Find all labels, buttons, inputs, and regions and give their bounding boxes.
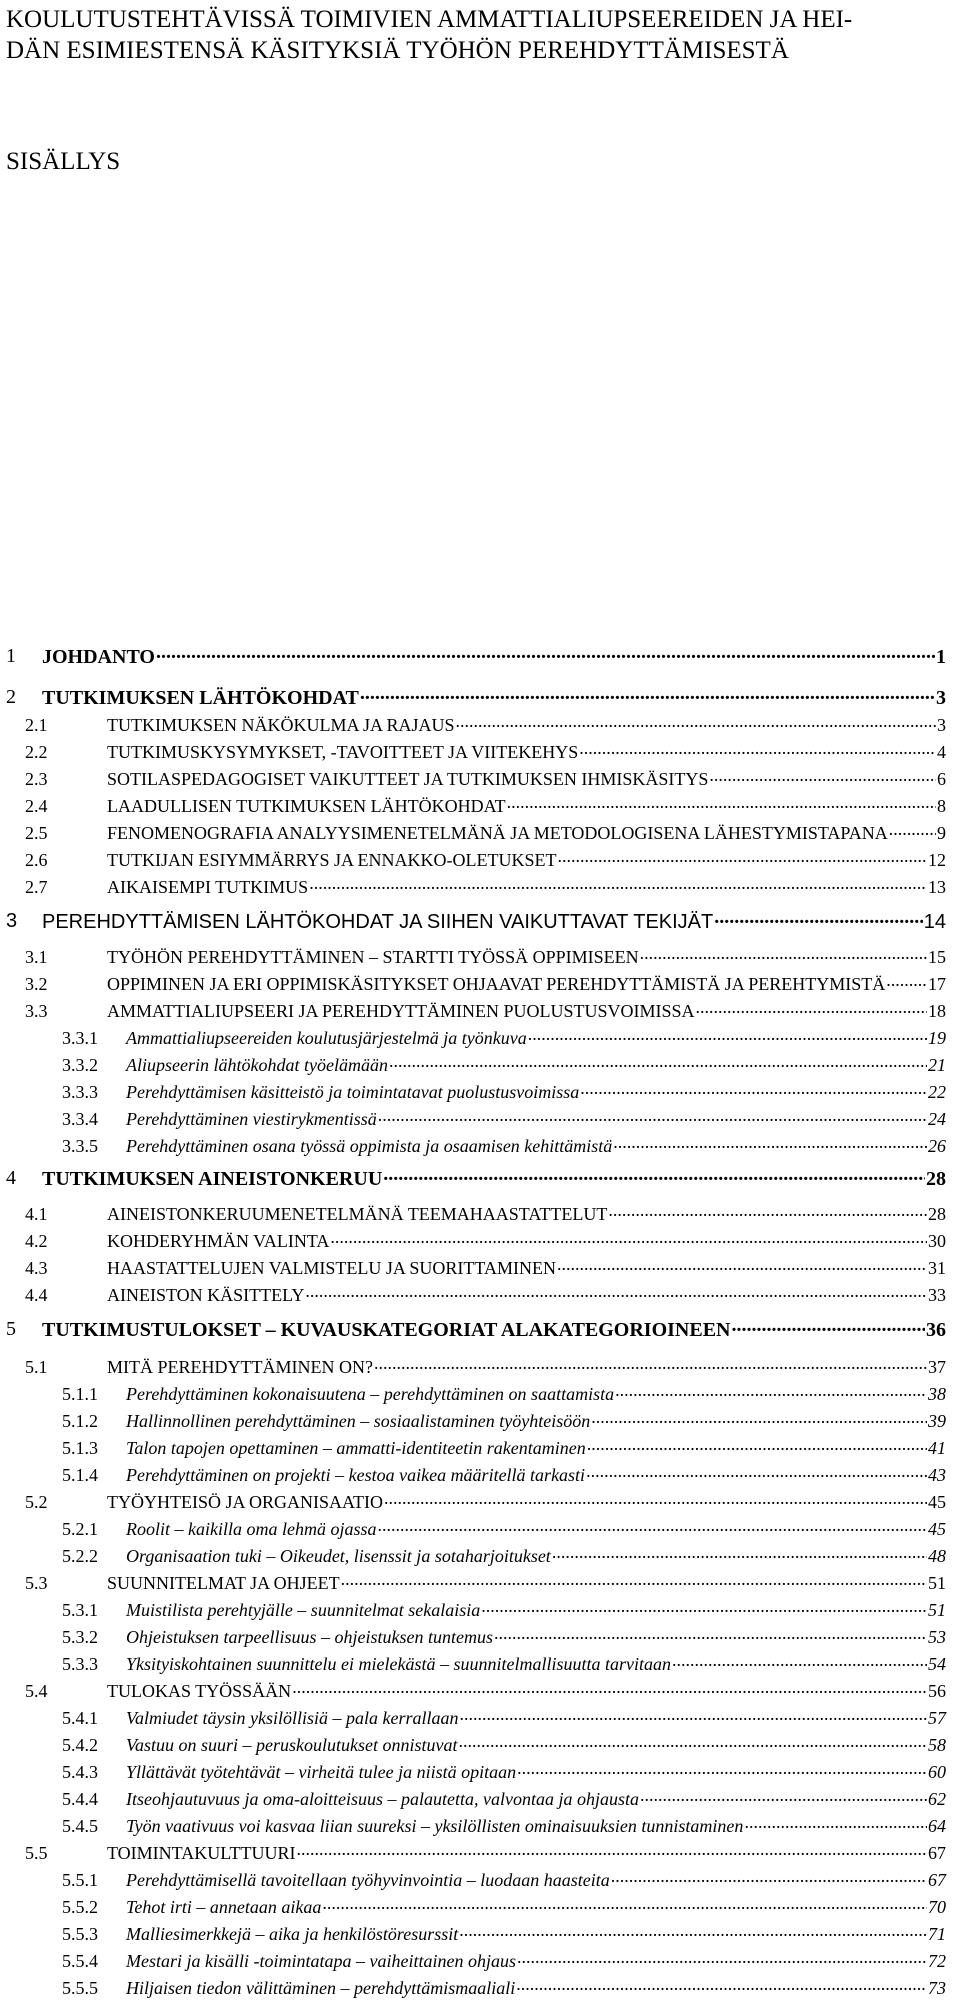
toc-dot-leader bbox=[481, 1598, 927, 1616]
toc-dot-leader bbox=[494, 1625, 927, 1643]
toc-dot-leader bbox=[587, 1436, 927, 1454]
toc-entry-page: 26 bbox=[928, 1136, 946, 1156]
toc-dot-leader bbox=[322, 1895, 927, 1913]
toc-dot-leader bbox=[507, 794, 936, 812]
toc-entry-title: Tehot irti – annetaan aikaa bbox=[126, 1897, 322, 1917]
toc-entry-title: TUTKIMUSTULOKSET – KUVAUSKATEGORIAT ALAKATEGORIOINEEN bbox=[42, 1319, 731, 1341]
toc-entry-title-line bbox=[126, 1733, 946, 1757]
toc-entry-title: AIKAISEMPI TUTKIMUS bbox=[107, 877, 309, 897]
toc-entry[interactable] bbox=[0, 945, 960, 969]
toc-entry-title: Yllättävät työtehtävät – virheitä tulee ja niistä opitaan bbox=[126, 1762, 517, 1782]
toc-dot-leader bbox=[579, 740, 936, 758]
toc-entry-title: KOHDERYHMÄN VALINTA bbox=[107, 1231, 330, 1251]
toc-dot-leader bbox=[330, 1229, 927, 1247]
toc-entry-number: 3.3.2 bbox=[62, 1055, 98, 1075]
toc-dot-leader bbox=[297, 1841, 927, 1859]
toc-entry-number: 5.5.3 bbox=[62, 1924, 98, 1944]
toc-entry-title: TYÖYHTEISÖ JA ORGANISAATIO bbox=[107, 1492, 383, 1512]
toc-entry-page: 39 bbox=[928, 1411, 946, 1431]
toc-entry-title-line bbox=[126, 1760, 946, 1784]
toc-dot-leader bbox=[292, 1679, 927, 1697]
toc-entry-title-line bbox=[107, 945, 946, 969]
toc-heading: SISÄLLYS bbox=[6, 148, 121, 175]
toc-entry-title: OPPIMINEN JA ERI OPPIMISKÄSITYKSET OHJAAVAT PEREHDYTTÄMISTÄ JA PEREHTYMISTÄ bbox=[107, 974, 886, 994]
toc-entry-title-line bbox=[107, 1283, 946, 1307]
toc-entry-page: 57 bbox=[928, 1708, 946, 1728]
toc-entry[interactable] bbox=[0, 1760, 960, 1784]
document-title-line-2: DÄN ESIMIESTENSÄ KÄSITYKSIÄ TYÖHÖN PEREHDYTTÄMISESTÄ bbox=[6, 37, 789, 64]
toc-entry[interactable] bbox=[0, 908, 960, 934]
toc-entry-title-line bbox=[107, 1202, 946, 1226]
toc-entry-page: 72 bbox=[928, 1951, 946, 1971]
toc-entry-title-line bbox=[42, 908, 946, 935]
toc-entry-title: HAASTATTELUJEN VALMISTELU JA SUORITTAMINEN bbox=[107, 1258, 556, 1278]
toc-entry-title-line bbox=[126, 1868, 946, 1892]
toc-entry-title-line bbox=[107, 1571, 946, 1595]
toc-entry-number: 3.3.1 bbox=[62, 1028, 98, 1048]
toc-entry[interactable] bbox=[0, 1053, 960, 1077]
toc-entry[interactable] bbox=[0, 1733, 960, 1757]
toc-entry-number: 4.3 bbox=[25, 1258, 48, 1278]
toc-dot-leader bbox=[378, 1107, 927, 1125]
toc-entry-title: Perehdyttäminen kokonaisuutena – perehdyttäminen on saattamista bbox=[126, 1384, 615, 1404]
toc-entry-page: 43 bbox=[928, 1465, 946, 1485]
toc-entry-title: Talon tapojen opettaminen – ammatti-identiteetin rakentaminen bbox=[126, 1438, 586, 1458]
toc-entry-title-line bbox=[126, 1517, 946, 1541]
toc-dot-leader bbox=[459, 1706, 927, 1724]
toc-entry-number: 5.5.5 bbox=[62, 1978, 98, 1998]
toc-entry[interactable] bbox=[0, 999, 960, 1023]
toc-entry-title: PEREHDYTTÄMISEN LÄHTÖKOHDAT JA SIIHEN VAIKUTTAVAT TEKIJÄT bbox=[42, 911, 714, 933]
toc-entry-page: 9 bbox=[937, 823, 946, 843]
toc-dot-leader bbox=[608, 1202, 927, 1220]
toc-entry[interactable] bbox=[0, 1598, 960, 1622]
toc-entry-title: Yksityiskohtainen suunnittelu ei mielekästä – suunnitelmallisuutta tarvitaan bbox=[126, 1654, 671, 1674]
toc-entry-number: 3.3.3 bbox=[62, 1082, 98, 1102]
toc-entry[interactable] bbox=[0, 1463, 960, 1487]
toc-entry-title-line bbox=[107, 1841, 946, 1865]
toc-dot-leader bbox=[517, 1760, 927, 1778]
toc-entry-page: 56 bbox=[928, 1681, 946, 1701]
toc-entry-page: 41 bbox=[928, 1438, 946, 1458]
toc-entry-number: 2.4 bbox=[25, 796, 48, 816]
toc-entry-page: 70 bbox=[928, 1897, 946, 1917]
toc-entry-title: TOIMINTAKULTTUURI bbox=[107, 1843, 296, 1863]
toc-dot-leader bbox=[744, 1814, 927, 1832]
toc-entry[interactable] bbox=[0, 767, 960, 791]
toc-entry-title-line bbox=[42, 684, 946, 711]
toc-entry-title-line bbox=[126, 1976, 946, 2000]
toc-dot-leader bbox=[580, 1080, 927, 1098]
toc-entry-title-line bbox=[42, 1165, 946, 1192]
toc-dot-leader bbox=[384, 1490, 927, 1508]
toc-entry[interactable] bbox=[0, 1895, 960, 1919]
toc-entry-title: Aliupseerin lähtökohdat työelämään bbox=[126, 1055, 388, 1075]
toc-entry-page: 21 bbox=[928, 1055, 946, 1075]
toc-dot-leader bbox=[528, 1026, 927, 1044]
toc-entry[interactable] bbox=[0, 1922, 960, 1946]
toc-dot-leader bbox=[640, 945, 927, 963]
toc-entry[interactable] bbox=[0, 972, 960, 996]
toc-entry-title-line bbox=[107, 1679, 946, 1703]
toc-entry-number: 2.2 bbox=[25, 742, 48, 762]
toc-entry-title: Perehdyttäminen osana työssä oppimista ja osaamisen kehittämistä bbox=[126, 1136, 613, 1156]
toc-entry-title: SOTILASPEDAGOGISET VAIKUTTEET JA TUTKIMUKSEN IHMISKÄSITYS bbox=[107, 769, 709, 789]
toc-dot-leader bbox=[459, 1922, 927, 1940]
toc-entry[interactable] bbox=[0, 1436, 960, 1460]
toc-entry-title-line bbox=[42, 643, 946, 670]
toc-entry[interactable] bbox=[0, 1706, 960, 1730]
toc-entry-title: Organisaation tuki – Oikeudet, lisenssit ja sotaharjoitukset bbox=[126, 1546, 551, 1566]
toc-entry-number: 2.7 bbox=[25, 877, 48, 897]
toc-entry-page: 6 bbox=[937, 769, 946, 789]
toc-dot-leader bbox=[517, 1949, 927, 1967]
toc-entry-title: TUTKIMUSKYSYMYKSET, -TAVOITTEET JA VIITEKEHYS bbox=[107, 742, 579, 762]
toc-entry[interactable] bbox=[0, 1544, 960, 1568]
toc-entry-page: 67 bbox=[928, 1870, 946, 1890]
toc-dot-leader bbox=[696, 999, 927, 1017]
toc-entry-page: 51 bbox=[928, 1573, 946, 1593]
toc-entry-title-line bbox=[107, 767, 946, 791]
toc-entry-page: 1 bbox=[936, 646, 946, 668]
toc-entry[interactable] bbox=[0, 1165, 960, 1191]
toc-entry-title: MITÄ PEREHDYTTÄMINEN ON? bbox=[107, 1357, 373, 1377]
toc-entry-title: TULOKAS TYÖSSÄÄN bbox=[107, 1681, 292, 1701]
toc-entry-page: 28 bbox=[928, 1204, 946, 1224]
toc-entry[interactable] bbox=[0, 875, 960, 899]
toc-entry-page: 8 bbox=[937, 796, 946, 816]
toc-entry[interactable] bbox=[0, 1202, 960, 1226]
toc-entry-title: TUTKIMUKSEN LÄHTÖKOHDAT bbox=[42, 687, 359, 709]
toc-entry-number: 3 bbox=[6, 910, 18, 932]
toc-entry-page: 14 bbox=[923, 911, 946, 933]
toc-dot-leader bbox=[714, 908, 923, 928]
toc-entry-page: 19 bbox=[928, 1028, 946, 1048]
toc-entry-title-line bbox=[126, 1787, 946, 1811]
toc-entry-title-line bbox=[107, 1490, 946, 1514]
toc-entry-page: 71 bbox=[928, 1924, 946, 1944]
toc-entry-number: 5.1.1 bbox=[62, 1384, 98, 1404]
toc-entry-title-line bbox=[42, 1316, 946, 1343]
toc-entry-title-line bbox=[126, 1053, 946, 1077]
toc-entry-title-line bbox=[107, 1355, 946, 1379]
toc-entry[interactable] bbox=[0, 1652, 960, 1676]
toc-entry-title-line bbox=[126, 1814, 946, 1838]
toc-entry-title: Perehdyttämisellä tavoitellaan työhyvinvointia – luodaan haasteita bbox=[126, 1870, 610, 1890]
toc-entry[interactable] bbox=[0, 1256, 960, 1280]
toc-entry-number: 5.4 bbox=[25, 1681, 48, 1701]
toc-entry-number: 3.2 bbox=[25, 974, 48, 994]
toc-entry-number: 5.3.3 bbox=[62, 1654, 98, 1674]
toc-entry-page: 33 bbox=[928, 1285, 946, 1305]
toc-dot-leader bbox=[309, 875, 927, 893]
toc-entry-number: 5.4.1 bbox=[62, 1708, 98, 1728]
toc-entry-number: 2.6 bbox=[25, 850, 48, 870]
toc-entry-page: 45 bbox=[928, 1492, 946, 1512]
toc-entry-number: 2.1 bbox=[25, 715, 48, 735]
toc-entry-page: 22 bbox=[928, 1082, 946, 1102]
toc-dot-leader bbox=[516, 1976, 927, 1994]
toc-dot-leader bbox=[615, 1382, 927, 1400]
toc-entry-number: 2.5 bbox=[25, 823, 48, 843]
toc-entry-number: 4.2 bbox=[25, 1231, 48, 1251]
toc-entry[interactable] bbox=[0, 821, 960, 845]
toc-entry[interactable] bbox=[0, 1787, 960, 1811]
toc-dot-leader bbox=[156, 643, 935, 663]
toc-entry-title-line bbox=[126, 1625, 946, 1649]
toc-entry-title-line bbox=[126, 1598, 946, 1622]
toc-entry-page: 67 bbox=[928, 1843, 946, 1863]
toc-entry-title: Hiljaisen tiedon välittäminen – perehdyttämismaaliali bbox=[126, 1978, 516, 1998]
toc-entry-number: 5.1.2 bbox=[62, 1411, 98, 1431]
toc-entry-title: Hallinnollinen perehdyttäminen – sosiaalistaminen työyhteisöön bbox=[126, 1411, 591, 1431]
toc-entry-title: Itseohjautuvuus ja oma-aloitteisuus – palautetta, valvontaa ja ohjausta bbox=[126, 1789, 639, 1809]
toc-entry-title: Ohjeistuksen tarpeellisuus – ohjeistuksen tuntemus bbox=[126, 1627, 493, 1647]
toc-entry-number: 4.4 bbox=[25, 1285, 48, 1305]
toc-entry-title: LAADULLISEN TUTKIMUKSEN LÄHTÖKOHDAT bbox=[107, 796, 506, 816]
toc-entry-number: 3.3.4 bbox=[62, 1109, 98, 1129]
toc-entry-number: 5.5.1 bbox=[62, 1870, 98, 1890]
toc-entry-number: 5.5.4 bbox=[62, 1951, 98, 1971]
toc-entry-title-line bbox=[107, 1229, 946, 1253]
toc-entry[interactable] bbox=[0, 1490, 960, 1514]
toc-entry-title-line bbox=[107, 713, 946, 737]
toc-dot-leader bbox=[591, 1409, 927, 1427]
toc-entry-page: 64 bbox=[928, 1816, 946, 1836]
toc-entry-title: AMMATTIALIUPSEERI JA PEREHDYTTÄMINEN PUOLUSTUSVOIMISSA bbox=[107, 1001, 695, 1021]
toc-entry-title: FENOMENOGRAFIA ANALYYSIMENETELMÄNÄ JA METODOLOGISENA LÄHESTYMISTAPANA bbox=[107, 823, 888, 843]
toc-entry-page: 45 bbox=[928, 1519, 946, 1539]
toc-dot-leader bbox=[459, 1733, 928, 1751]
toc-entry[interactable] bbox=[0, 848, 960, 872]
toc-entry-title-line bbox=[126, 1922, 946, 1946]
toc-entry[interactable] bbox=[0, 1355, 960, 1379]
toc-entry-title: AINEISTONKERUUMENETELMÄNÄ TEEMAHAASTATTELUT bbox=[107, 1204, 608, 1224]
toc-entry-title-line bbox=[126, 1026, 946, 1050]
toc-entry-title: AINEISTON KÄSITTELY bbox=[107, 1285, 305, 1305]
toc-entry-title: Roolit – kaikilla oma lehmä ojassa bbox=[126, 1519, 377, 1539]
toc-entry-title-line bbox=[126, 1949, 946, 1973]
toc-entry[interactable] bbox=[0, 1679, 960, 1703]
toc-dot-leader bbox=[732, 1316, 926, 1336]
toc-entry[interactable] bbox=[0, 1382, 960, 1406]
toc-entry-title-line bbox=[107, 821, 946, 845]
toc-entry-title-line bbox=[126, 1895, 946, 1919]
toc-dot-leader bbox=[613, 1134, 927, 1152]
toc-entry-page: 51 bbox=[928, 1600, 946, 1620]
toc-entry-number: 5.4.3 bbox=[62, 1762, 98, 1782]
toc-entry-title: Vastuu on suuri – peruskoulutukset onnistuvat bbox=[126, 1735, 458, 1755]
toc-entry-number: 5.4.5 bbox=[62, 1816, 98, 1836]
toc-entry-title-line bbox=[126, 1436, 946, 1460]
toc-entry-title-line bbox=[126, 1107, 946, 1131]
toc-dot-leader bbox=[360, 684, 935, 704]
toc-entry-title: Muistilista perehtyjälle – suunnitelmat sekalaisia bbox=[126, 1600, 481, 1620]
toc-entry-number: 5.4.2 bbox=[62, 1735, 98, 1755]
toc-entry[interactable] bbox=[0, 1571, 960, 1595]
toc-entry-title: SUUNNITELMAT JA OHJEET bbox=[107, 1573, 340, 1593]
toc-entry-title: Perehdyttäminen viestirykmentissä bbox=[126, 1109, 377, 1129]
toc-entry-number: 2.3 bbox=[25, 769, 48, 789]
toc-dot-leader bbox=[456, 713, 936, 731]
toc-entry-number: 3.3 bbox=[25, 1001, 48, 1021]
toc-entry-page: 73 bbox=[928, 1978, 946, 1998]
toc-entry-number: 5 bbox=[6, 1318, 16, 1340]
toc-entry-number: 5.5 bbox=[25, 1843, 48, 1863]
toc-entry-page: 15 bbox=[928, 947, 946, 967]
toc-entry-number: 5.1.4 bbox=[62, 1465, 98, 1485]
toc-entry-page: 17 bbox=[928, 974, 946, 994]
toc-entry[interactable] bbox=[0, 643, 960, 669]
toc-dot-leader bbox=[389, 1053, 927, 1071]
toc-entry-number: 5.2.2 bbox=[62, 1546, 98, 1566]
document-title-line-1: KOULUTUSTEHTÄVISSÄ TOIMIVIEN AMMATTIALIUPSEEREIDEN JA HEI- bbox=[6, 6, 853, 33]
toc-entry[interactable] bbox=[0, 1107, 960, 1131]
toc-entry[interactable] bbox=[0, 1283, 960, 1307]
toc-entry-title-line bbox=[107, 875, 946, 899]
toc-dot-leader bbox=[341, 1571, 927, 1589]
toc-entry-number: 3.1 bbox=[25, 947, 48, 967]
toc-entry-page: 58 bbox=[928, 1735, 946, 1755]
toc-entry-number: 2 bbox=[6, 686, 16, 708]
toc-entry-title-line bbox=[107, 740, 946, 764]
toc-entry-title-line bbox=[126, 1652, 946, 1676]
toc-entry-number: 4.1 bbox=[25, 1204, 48, 1224]
toc-entry-number: 5.3.1 bbox=[62, 1600, 98, 1620]
toc-entry-page: 28 bbox=[926, 1168, 946, 1190]
toc-entry[interactable] bbox=[0, 740, 960, 764]
toc-entry-title: Mestari ja kisälli -toimintatapa – vaiheittainen ohjaus bbox=[126, 1951, 516, 1971]
toc-entry-title: TUTKIJAN ESIYMMÄRRYS JA ENNAKKO-OLETUKSET bbox=[107, 850, 557, 870]
toc-entry[interactable] bbox=[0, 1868, 960, 1892]
toc-entry-number: 5.1.3 bbox=[62, 1438, 98, 1458]
toc-entry[interactable] bbox=[0, 1949, 960, 1973]
toc-entry-number: 3.3.5 bbox=[62, 1136, 98, 1156]
toc-entry-title-line bbox=[107, 848, 946, 872]
toc-entry[interactable] bbox=[0, 1409, 960, 1433]
toc-dot-leader bbox=[586, 1463, 927, 1481]
toc-entry-number: 5.1 bbox=[25, 1357, 48, 1377]
toc-entry-title: Perehdyttämisen käsitteistö ja toimintatavat puolustusvoimissa bbox=[126, 1082, 580, 1102]
toc-entry-number: 5.5.2 bbox=[62, 1897, 98, 1917]
toc-entry-title-line bbox=[107, 999, 946, 1023]
toc-dot-leader bbox=[886, 972, 927, 990]
toc-entry-title-line bbox=[107, 794, 946, 818]
toc-entry-title-line bbox=[126, 1134, 946, 1158]
toc-entry[interactable] bbox=[0, 1625, 960, 1649]
toc-entry[interactable] bbox=[0, 1134, 960, 1158]
toc-entry-page: 24 bbox=[928, 1109, 946, 1129]
toc-entry[interactable] bbox=[0, 1316, 960, 1342]
toc-entry-title-line bbox=[126, 1706, 946, 1730]
toc-dot-leader bbox=[305, 1283, 927, 1301]
toc-entry-title: Työn vaativuus voi kasvaa liian suureksi – yksilöllisten ominaisuuksien tunnistaminen bbox=[126, 1816, 744, 1836]
toc-dot-leader bbox=[611, 1868, 927, 1886]
toc-dot-leader bbox=[557, 1256, 927, 1274]
toc-dot-leader bbox=[558, 848, 928, 866]
toc-entry[interactable] bbox=[0, 794, 960, 818]
toc-entry[interactable] bbox=[0, 1229, 960, 1253]
toc-entry-page: 18 bbox=[928, 1001, 946, 1021]
toc-dot-leader bbox=[377, 1517, 927, 1535]
toc-entry[interactable] bbox=[0, 1080, 960, 1104]
toc-entry-number: 5.3.2 bbox=[62, 1627, 98, 1647]
toc-entry-title-line bbox=[126, 1080, 946, 1104]
toc-entry-title-line bbox=[107, 972, 946, 996]
toc-entry-title: TYÖHÖN PEREHDYTTÄMINEN – STARTTI TYÖSSÄ OPPIMISEEN bbox=[107, 947, 639, 967]
toc-dot-leader bbox=[374, 1355, 927, 1373]
toc-dot-leader bbox=[672, 1652, 927, 1670]
toc-entry-page: 4 bbox=[937, 742, 946, 762]
toc-dot-leader bbox=[552, 1544, 927, 1562]
toc-entry-page: 3 bbox=[937, 715, 946, 735]
toc-entry-number: 1 bbox=[6, 645, 16, 667]
toc-dot-leader bbox=[889, 821, 936, 839]
toc-entry[interactable] bbox=[0, 684, 960, 710]
toc-entry-title-line bbox=[126, 1382, 946, 1406]
toc-entry[interactable] bbox=[0, 713, 960, 737]
toc-entry[interactable] bbox=[0, 1976, 960, 2000]
toc-entry-page: 38 bbox=[928, 1384, 946, 1404]
toc-entry-title: TUTKIMUKSEN NÄKÖKULMA JA RAJAUS bbox=[107, 715, 455, 735]
toc-entry-page: 12 bbox=[928, 850, 946, 870]
toc-entry[interactable] bbox=[0, 1517, 960, 1541]
toc-entry-page: 53 bbox=[928, 1627, 946, 1647]
toc-entry-title: TUTKIMUKSEN AINEISTONKERUU bbox=[42, 1168, 383, 1190]
toc-entry-title-line bbox=[126, 1463, 946, 1487]
toc-entry-page: 30 bbox=[928, 1231, 946, 1251]
toc-entry-page: 54 bbox=[928, 1654, 946, 1674]
toc-entry-page: 36 bbox=[926, 1319, 946, 1341]
toc-dot-leader bbox=[709, 767, 936, 785]
toc-entry-page: 48 bbox=[928, 1546, 946, 1566]
toc-entry-title-line bbox=[126, 1544, 946, 1568]
toc-entry[interactable] bbox=[0, 1841, 960, 1865]
toc-entry-number: 4 bbox=[6, 1167, 16, 1189]
toc-entry-page: 3 bbox=[936, 687, 946, 709]
toc-entry-page: 60 bbox=[928, 1762, 946, 1782]
toc-entry-title: Valmiudet täysin yksilöllisiä – pala kerrallaan bbox=[126, 1708, 459, 1728]
toc-entry-number: 5.2.1 bbox=[62, 1519, 98, 1539]
toc-entry-title-line bbox=[126, 1409, 946, 1433]
toc-entry-title: JOHDANTO bbox=[42, 646, 155, 668]
toc-entry[interactable] bbox=[0, 1026, 960, 1050]
toc-entry-number: 5.2 bbox=[25, 1492, 48, 1512]
toc-dot-leader bbox=[383, 1165, 925, 1185]
toc-entry-title: Perehdyttäminen on projekti – kestoa vaikea määritellä tarkasti bbox=[126, 1465, 586, 1485]
toc-entry-page: 13 bbox=[928, 877, 946, 897]
toc-dot-leader bbox=[640, 1787, 927, 1805]
toc-entry[interactable] bbox=[0, 1814, 960, 1838]
toc-entry-title: Malliesimerkkejä – aika ja henkilöstöresurssit bbox=[126, 1924, 459, 1944]
toc-entry-page: 62 bbox=[928, 1789, 946, 1809]
toc-entry-page: 31 bbox=[928, 1258, 946, 1278]
toc-entry-number: 5.4.4 bbox=[62, 1789, 98, 1809]
toc-entry-number: 5.3 bbox=[25, 1573, 48, 1593]
toc-entry-title-line bbox=[107, 1256, 946, 1280]
toc-entry-title: Ammattialiupseereiden koulutusjärjestelmä ja työnkuva bbox=[126, 1028, 527, 1048]
toc-entry-page: 37 bbox=[928, 1357, 946, 1377]
